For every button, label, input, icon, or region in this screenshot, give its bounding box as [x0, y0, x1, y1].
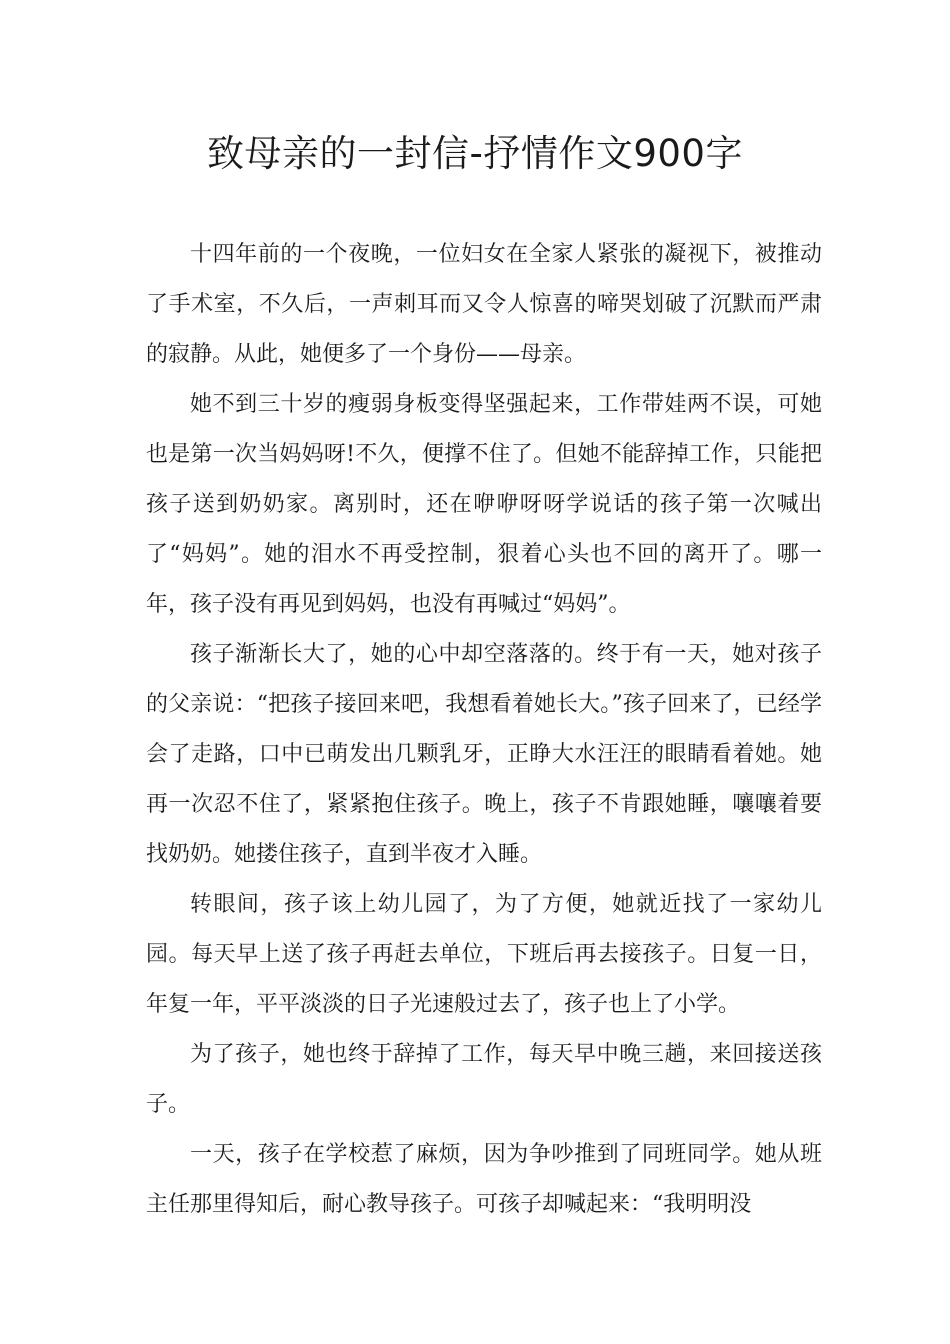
paragraph-6: 一天，孩子在学校惹了麻烦，因为争吵推到了同班同学。她从班主任那里得知后，耐心教导孩子。可孩子却喊起来：“我明明没: [146, 1142, 822, 1217]
paragraph-2: 她不到三十岁的瘦弱身板变得坚强起来，工作带娃两不误，可她也是第一次当妈妈呀!不久，便撑不住了。但她不能辞掉工作，只能把孩子送到奶奶家。离别时，还在咿咿呀呀学说话的孩子第一次喊出了“妈妈”。她的泪水不再受控制，狠着心头也不回的离开了。哪一年，孩子没有再见到妈妈，也没有再喊过“妈妈”。: [146, 392, 822, 617]
paragraph-3: 孩子渐渐长大了，她的心中却空落落的。终于有一天，她对孩子的父亲说：“把孩子接回来吧，我想看着她长大。”孩子回来了，已经学会了走路，口中已萌发出几颗乳牙，正睁大水汪汪的眼睛看着她。她再一次忍不住了，紧紧抱住孩子。晚上，孩子不肯跟她睡，嚷嚷着要找奶奶。她搂住孩子，直到半夜才入睡。: [146, 642, 822, 867]
document-title: 致母亲的一封信-抒情作文900字: [207, 132, 743, 175]
document-body: [146, 230, 822, 1230]
paragraph-5: 为了孩子，她也终于辞掉了工作，每天早中晚三趟，来回接送孩子。: [146, 1042, 822, 1117]
paragraph-1: 十四年前的一个夜晚，一位妇女在全家人紧张的凝视下，被推动了手术室，不久后，一声刺耳而又令人惊喜的啼哭划破了沉默而严肃的寂静。从此，她便多了一个身份——母亲。: [146, 242, 822, 367]
paragraph-4: 转眼间，孩子该上幼儿园了，为了方便，她就近找了一家幼儿园。每天早上送了孩子再赶去单位，下班后再去接孩子。日复一日，年复一年，平平淡淡的日子光速般过去了，孩子也上了小学。: [146, 892, 822, 1017]
